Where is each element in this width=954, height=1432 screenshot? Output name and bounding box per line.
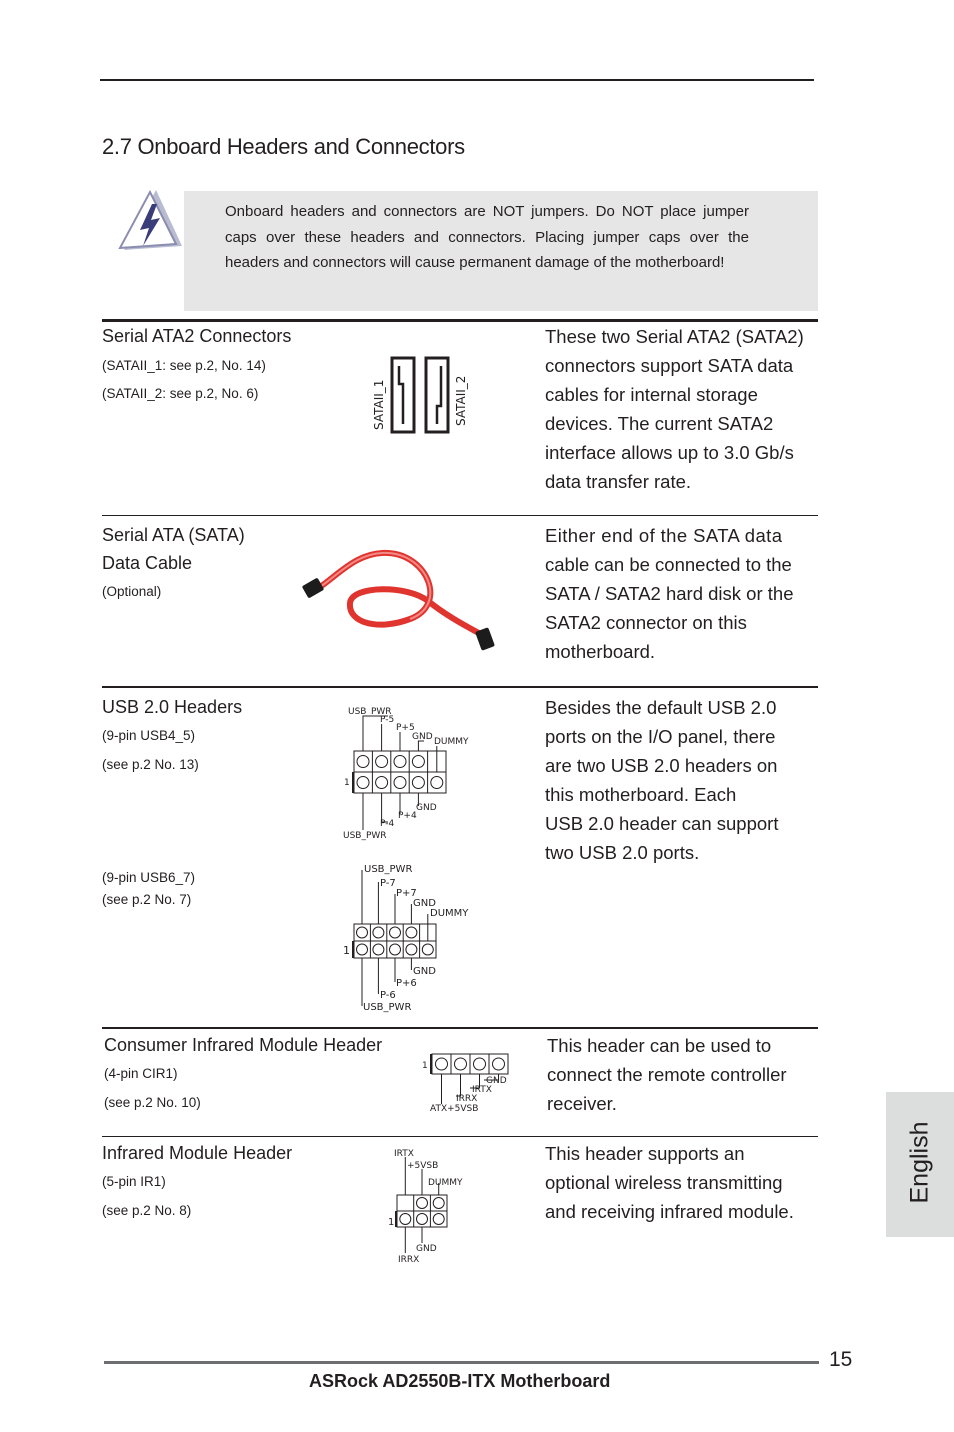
sata-cable-image — [298, 545, 498, 655]
ir-heading: Infrared Module Header — [102, 1143, 293, 1163]
desc-line: connectors support SATA data — [545, 355, 794, 376]
usb45-pin: (9-pin USB4_5) — [102, 728, 196, 743]
desc-line: This header can be used to — [547, 1035, 772, 1056]
usb-pwr-label: USB_PWR — [343, 831, 387, 841]
ir-pin: (5-pin IR1) — [102, 1174, 166, 1189]
desc-line: cables for internal storage — [545, 384, 758, 405]
section-rule-cir — [102, 1027, 818, 1029]
sata2-ref-1: (SATAII_1: see p.2, No. 14) — [102, 358, 266, 373]
sataii-1-label: SATAII_1 — [372, 379, 386, 430]
section-rule-ir — [102, 1136, 818, 1137]
dummy-label: DUMMY — [430, 908, 469, 919]
desc-line: and receiving infrared module. — [545, 1201, 794, 1222]
gnd-label: GND — [486, 1076, 507, 1086]
desc-line: These two Serial ATA2 (SATA2) — [545, 326, 804, 347]
footer-text: ASRock AD2550B-ITX Motherboard — [309, 1371, 611, 1391]
desc-line: receiver. — [547, 1093, 617, 1114]
ir-ref: (see p.2 No. 8) — [102, 1203, 192, 1218]
usb-heading: USB 2.0 Headers — [102, 697, 243, 717]
sata-cable-heading-1: Serial ATA (SATA) — [102, 525, 245, 545]
p+5-label: P+5 — [396, 723, 415, 733]
sata-cable-optional: (Optional) — [102, 584, 162, 599]
sata2-heading: Serial ATA2 Connectors — [102, 326, 292, 346]
irtx-label: IRTX — [394, 1149, 414, 1159]
irrx-label: IRRX — [456, 1094, 478, 1104]
p-7-label: P-7 — [380, 878, 396, 889]
pin1-label: 1 — [343, 944, 350, 957]
cir-ref: (see p.2 No. 10) — [104, 1095, 201, 1110]
desc-line: SATA / SATA2 hard disk or the — [545, 583, 794, 604]
desc-line: interface allows up to 3.0 Gb/s — [545, 442, 794, 463]
gnd-label: GND — [413, 898, 436, 909]
desc-line: are two USB 2.0 headers on — [545, 755, 778, 776]
p+7-label: P+7 — [396, 888, 417, 899]
pin1-label: 1 — [344, 778, 350, 788]
sata-cable-heading-2: Data Cable — [102, 553, 193, 573]
desc-line: Either end of the SATA data — [545, 525, 783, 546]
pin1-label: 1 — [422, 1061, 428, 1071]
p-4-label: P-4 — [380, 819, 395, 829]
language-tab — [886, 1092, 954, 1237]
usb67-header-diagram — [340, 860, 490, 1014]
top-rule — [100, 79, 814, 81]
gnd-label: GND — [416, 803, 437, 813]
desc-line: SATA2 connector on this — [545, 612, 747, 633]
dummy-label: DUMMY — [428, 1178, 463, 1188]
dummy-label: DUMMY — [434, 737, 469, 747]
sata2-description — [545, 322, 804, 496]
p+4-label: P+4 — [398, 811, 417, 821]
usb-description — [545, 693, 778, 867]
p-5-label: P-5 — [380, 715, 395, 725]
desc-line: two USB 2.0 ports. — [545, 842, 700, 863]
gnd-label: GND — [416, 1244, 437, 1254]
sata2-ref-2: (SATAII_2: see p.2, No. 6) — [102, 386, 259, 401]
warning-text: Onboard headers and connectors are NOT jumpers. Do NOT place jumper caps over these headers and connectors. Placing jumper caps over the headers and connectors will cause permanent damage of the motherboard! — [225, 203, 749, 271]
p+6-label: P+6 — [396, 978, 417, 989]
usb67-pin: (9-pin USB6_7) — [102, 870, 196, 885]
desc-line: this motherboard. Each — [545, 784, 737, 805]
ir-header-diagram — [385, 1143, 485, 1265]
usb-pwr-label: USB_PWR — [363, 1002, 412, 1013]
usb45-header-diagram — [340, 702, 490, 842]
desc-line: motherboard. — [545, 641, 656, 662]
sata-cable-description — [545, 521, 794, 666]
5vsb-label: +5VSB — [407, 1161, 439, 1171]
usb67-ref: (see p.2 No. 7) — [102, 892, 192, 907]
cir-pin: (4-pin CIR1) — [104, 1066, 178, 1081]
sataii-2-label: SATAII_2 — [454, 375, 468, 426]
cir-header-diagram — [420, 1050, 520, 1114]
desc-line: cable can be connected to the — [545, 554, 792, 575]
warning-icon — [116, 188, 186, 254]
usb45-ref: (see p.2 No. 13) — [102, 757, 199, 772]
desc-line: This header supports an — [545, 1143, 745, 1164]
desc-line: USB 2.0 header can support — [545, 813, 779, 834]
section-rule-usb — [102, 686, 818, 688]
sata2-connector-diagram — [368, 354, 474, 434]
cir-heading: Consumer Infrared Module Header — [104, 1035, 383, 1055]
section-rule-sata-cable — [102, 515, 818, 516]
desc-line: ports on the I/O panel, there — [545, 726, 776, 747]
cir-description — [547, 1031, 787, 1118]
footer-rule — [104, 1361, 819, 1364]
usb-pwr-label: USB_PWR — [364, 864, 413, 875]
gnd-label: GND — [412, 732, 433, 742]
irtx-label: IRTX — [472, 1085, 492, 1095]
desc-line: devices. The current SATA2 — [545, 413, 774, 434]
ir-description — [545, 1139, 794, 1226]
section-title: 2.7 Onboard Headers and Connectors — [102, 134, 465, 159]
desc-line: Besides the default USB 2.0 — [545, 697, 777, 718]
atx5vsb-label: ATX+5VSB — [430, 1104, 479, 1114]
gnd-label: GND — [413, 966, 436, 977]
language-tab-label: English — [905, 1121, 934, 1204]
desc-line: data transfer rate. — [545, 471, 692, 492]
page-number: 15 — [829, 1348, 853, 1371]
desc-line: connect the remote controller — [547, 1064, 787, 1085]
p-6-label: P-6 — [380, 990, 396, 1001]
desc-line: optional wireless transmitting — [545, 1172, 783, 1193]
pin1-label: 1 — [388, 1217, 395, 1228]
irrx-label: IRRX — [398, 1255, 420, 1265]
usb-pwr-label: USB_PWR — [348, 707, 392, 717]
